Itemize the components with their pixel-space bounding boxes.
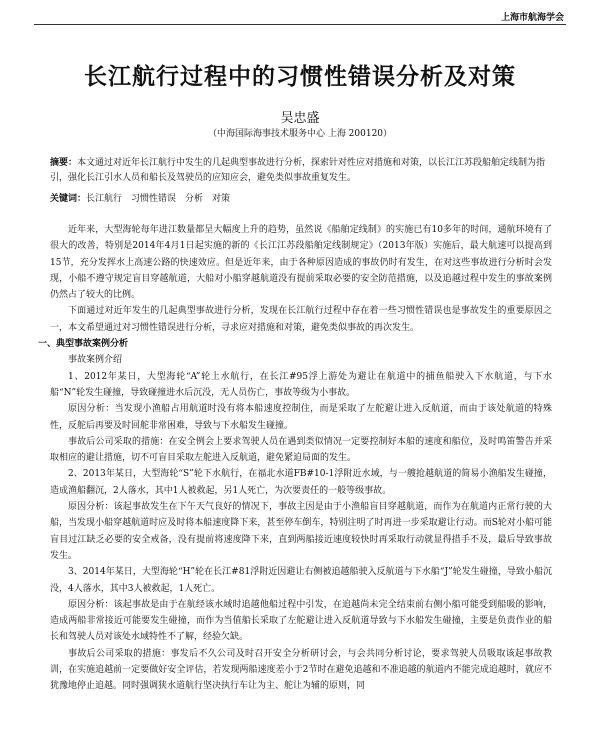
author-affiliation: （中海国际海事技术服务中心 上海 200120）	[207, 129, 393, 139]
paper-title: 长江航行过程中的习惯性错误分析及对策	[84, 64, 516, 90]
paragraph: 事故后公司采取的措施：在安全例会上要求驾驶人员在遇到类似情况一定要控制好本船的速度和船位，及时鸣笛警告并采取相应的避让措施，切不可盲目采取左舵进入反航道，避免紧迫局面的发生。	[50, 436, 552, 464]
paragraph: 3、2014年某日，大型海轮“H”轮在长江#81浮附近因避让右侧被追越船驶入反航道与下水船“J”轮发生碰撞，导致小船沉没，4人落水，其中3人被救起，1人死亡。	[50, 567, 552, 594]
subsection-heading: 事故案例介绍	[68, 355, 123, 366]
paragraph: 原因分析：该起事故发生在下午天气良好的情况下，事故主因是由于小渔船盲目穿越航道，而作为在航道内正常行驶的大船，当发现小船穿越航道时应及时将本船速度降下来，甚至停车倒车，特别注明了时再进一步采取避让行动。而S轮对小船可能盲目过江缺乏必要的安全戒备，没有提前将速度降下来，直到两船接近速度较快时再采取行动就显得措手不及，最后导致事故发生。	[50, 502, 552, 561]
paragraph: 近年来，大型海轮每年进江数量都呈大幅度上升的趋势，虽然说《船舶定线制》的实施已有10多年的时间，通航环境有了很大的改善，特别是2014年4月1日起实施的新的《长江江苏段船舶定线制规定》（2013年版）实施后，最大航速可以提高到15节，充分发挥水上高速公路的快速效应。但是近年来，由于各种原因造成的事故仍时有发生，在对这些事故进行分析时会发现，小船不遵守规定盲目穿越航道，大船对小船穿越航道没有提前采取必要的安全防范措施，以及追越过程中发生的事故案例仍然占了较大的比例。	[50, 225, 552, 301]
journal-name: 上海市航海学会	[500, 13, 564, 23]
paragraph: 1、2012年某日，大型海轮“A”轮上水航行，在长江#95浮上游处为避让在航道中的捕鱼船驶入下水航道，与下水船“N”轮发生碰撞，导致碰撞进水后沉没，无人员伤亡，事故等级为小事故。	[50, 371, 552, 398]
keywords	[50, 191, 550, 204]
abstract-text: 本文通过对近年长江航行中发生的几起典型事故进行分析，探索针对性应对措施和对策，以长江江苏段船舶定线制为指引，强化长江引水人员和船长及驾驶员的应知应会，避免类似事故重复发生。	[50, 158, 546, 183]
abstract	[50, 156, 550, 186]
header-rule	[34, 24, 566, 25]
paragraph: 事故后公司采取的措施：事发后不久公司及时召开安全分析研讨会，与会共同分析讨论，要求驾驶人员吸取该起事故教训，在实施追越前一定要做好安全评估，若发现两船速度差小于2节时在避免追越和不准追越的航道内不能完成追越时，就应不犹豫地停止追越。同时强调狭水道航行坚决执行车让为主、舵让为辅的原则，同	[50, 648, 552, 692]
section-heading: 一、典型事故案例分析	[38, 339, 129, 350]
paragraph: 2、2013年某日，大型海轮“S”轮下水航行，在福北水道FB#10-1浮附近水域，与一艘抢越航道的简易小渔船发生碰撞，造成渔船翻沉，2人落水，其中1人被救起，另1人死亡，为次要责任的一般等级事故。	[50, 469, 552, 496]
paragraph: 下面通过对近年发生的几起典型事故进行分析，发现在长江航行过程中存在着一些习惯性错误也是事故发生的重要原因之一，本文希望通过对习惯性错误进行分析，寻求应对措施和对策，避免类似事故的再次发生。	[50, 306, 552, 333]
keywords-text: 长江航行 习惯性错误 分析 对策	[86, 194, 231, 204]
paragraph: 原因分析：该起事故是由于在航经该水域时追越他船过程中引发，在追越尚未完全结束前右侧小船可能受到船吸的影响，造成两船非常接近可能要发生碰撞，而作为当值船长采取了左舵避让进入反航道导致与下水船发生碰撞，主要是负责作业的船长和驾驶人员对该处水域特性不了解，经验欠缺。	[50, 599, 552, 643]
author-name: 吴忠盛	[280, 111, 320, 126]
body-text	[38, 222, 552, 695]
paragraph: 原因分析：当发现小渔船占用航道时没有将本船速度控制住，而是采取了左舵避让进入反航道，而由于该处航道的特殊性，反舵后再要及时回舵非常困难，导致与下水船发生碰撞。	[50, 404, 552, 431]
abstract-label: 摘要：	[50, 158, 78, 168]
keywords-label: 关键词：	[50, 194, 87, 204]
